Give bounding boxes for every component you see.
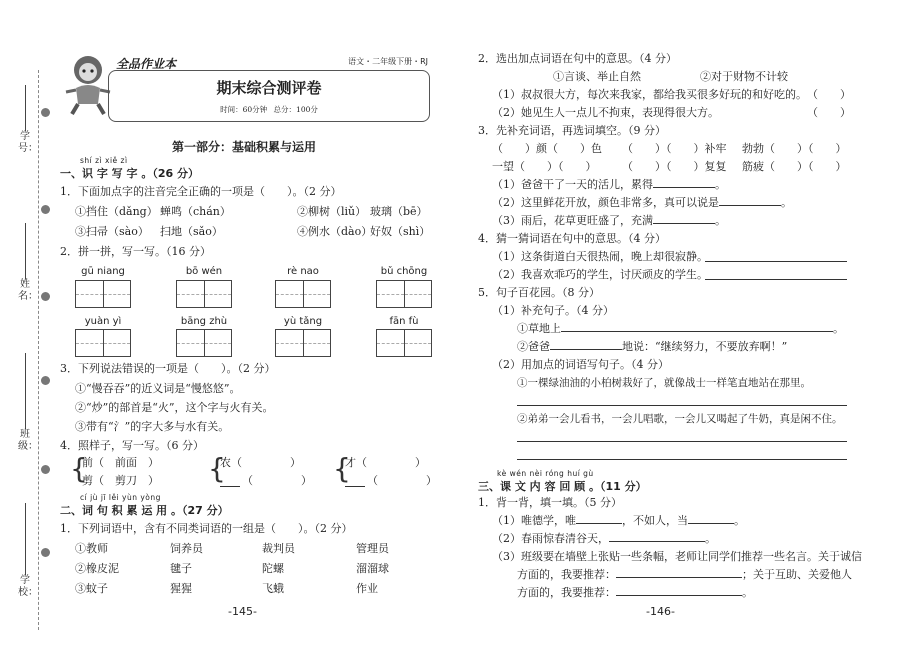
brand-name: 全品作业本 [116,57,177,71]
option: ③带有“氵”的字大多与水有关。 [75,420,230,433]
fill-sentence: （2）这里鲜花开放，颜色非常多，真可以说是 。 [492,196,792,209]
answer-line[interactable] [517,405,847,406]
question-stem: 4．猜一猜词语在句中的意思。（4 分） [478,232,666,245]
pinyin-label: yuàn yì [84,316,122,327]
sentence: （2）我喜欢乖巧的学生，讨厌顽皮的学生。 [492,268,708,281]
example-word: 前（ 前面 ） [82,456,159,469]
answer-line[interactable] [517,459,847,460]
sub-question: （1）补充句子。（4 分） [492,304,614,317]
fill-sentence: （1）爸爸干了一天的活儿，累得 。 [492,178,726,191]
pinyin-label: bāng zhù [180,316,228,327]
word-blank[interactable]: 筋疲（ ）（ ） [742,160,847,173]
example-sentence: ②弟弟一会儿看书，一会儿唱歌，一会儿又喝起了牛奶，真是闲不住。 [517,413,843,425]
option: ①挡住（dǎng） [75,205,158,218]
word-cell: 陀螺 [262,562,284,575]
writing-grid[interactable] [376,329,432,357]
question-stem: 5．句子百花园。（8 分） [478,286,600,299]
answer-blank[interactable] [609,532,705,542]
section-title: 二、词 句 积 累 运 用 。（27 分） [60,504,229,517]
writing-grid[interactable] [176,280,232,308]
word-cell: 饲养员 [170,542,203,555]
word-cell: ②橡皮泥 [75,562,119,575]
question-stem: 4．照样子，写一写。（6 分） [60,439,204,452]
question-stem: 2．选出加点词语在句中的意思。（4 分） [478,52,677,65]
fill-sentence: （1）唯德学，唯 ，不如人，当 。 [492,514,745,527]
subject-label: 语文・二年级下册・RJ [348,57,428,66]
answer-blank[interactable] [550,340,622,350]
pinyin-label: gū niang [81,266,125,277]
word-blank[interactable]: （ ）颜（ ）色 [492,142,602,155]
fill-sentence: 方面的，我要推荐： 。 [517,586,753,599]
question-stem: 1．下面加点字的注音完全正确的一项是（ ）。（2 分） [60,185,342,198]
pinyin-label: yù tǎng [283,316,323,327]
binding-hole [41,205,50,214]
answer-blank[interactable] [616,586,742,596]
brace-icon: { [208,452,226,485]
sentence: （2）她见生人一点儿不拘束，表现得很大方。 [492,106,719,119]
exam-title: 期末综合测评卷 [216,79,322,97]
answer-blank[interactable] [616,568,742,578]
answer-blank[interactable] [719,196,781,206]
word-blank[interactable]: 勃勃（ ）（ ） [742,142,847,155]
option: ②“炒”的部首是“火”，这个字与火有关。 [75,401,274,414]
word-cell: 裁判员 [262,542,295,555]
name-field[interactable]: 姓名： [18,220,32,303]
word-blank[interactable]: （ ）（ ）补牢 [622,142,727,155]
option: 玻璃（bē） [370,205,428,218]
word-cell: ③蚊子 [75,582,108,595]
sub-question: （2）用加点的词语写句子。（4 分） [492,358,669,371]
exam-meta [109,104,429,115]
word-cell: 飞蛾 [262,582,284,595]
example-sentence: ①一棵绿油油的小柏树栽好了，就像战士一样笔直地站在那里。 [517,377,811,389]
fill-sentence: 方面的，我要推荐： ；关于互助、关爱他人 [517,568,852,581]
pinyin-label: rè nao [287,266,319,277]
cut-line [38,70,39,630]
word-blank[interactable]: 一望（ ）（ ） [492,160,597,173]
page-number-right: -146- [646,605,675,618]
sentence: （1）这条街道白天很热闹，晚上却很寂静。 [492,250,708,263]
fill-sentence: （3）雨后，花草更旺盛了，充满 。 [492,214,726,227]
answer-line[interactable] [705,279,847,280]
char-item: 才（ ） [345,456,426,469]
answer-blank[interactable] [653,214,715,224]
example-word: 剪（ 剪刀 ） [82,474,159,487]
fill-sentence: （2）春雨惊春清谷天， 。 [492,532,716,545]
sentence: （3）班级要在墙壁上张贴一些条幅，老师让同学们推荐一些名言。关于诚信 [492,550,862,563]
sentence: （1）叔叔很大方，每次来我家，都给我买很多好玩的和好吃的。 [492,88,807,101]
binding-strip [0,0,50,650]
answer-line[interactable] [220,486,240,487]
answer-paren[interactable]: （ ） [807,88,851,101]
fill-sentence: ①草地上 。 [517,322,844,335]
writing-grid[interactable] [176,329,232,357]
answer-blank[interactable] [561,322,833,332]
fill-sentence: ②爸爸 地说：“继续努力，不要放弃啊！” [517,340,788,353]
word-cell: 毽子 [170,562,192,575]
pinyin-label: bō wén [185,266,223,277]
option: 好奴（shì） [370,225,431,238]
word-blank[interactable]: （ ）（ ）复复 [622,160,727,173]
binding-hole [41,376,50,385]
option: ④例水（dào） [297,225,373,238]
pinyin-label: bǔ chōng [380,266,428,277]
question-stem: 2．拼一拼，写一写。（16 分） [60,245,211,258]
binding-hole [41,465,50,474]
writing-grid[interactable] [376,280,432,308]
option: ①言谈、举止自然 [553,70,641,83]
question-stem: 1．下列词语中，含有不同类词语的一组是（ ）。（2 分） [60,522,353,535]
class-field[interactable]: 班级： [18,350,32,453]
word-cell: 管理员 [356,542,389,555]
school-field[interactable]: 学校： [18,500,32,599]
question-stem: 3．先补充词语，再选词填空。（9 分） [478,124,666,137]
title-box [108,70,430,122]
option: ②柳树（liǔ） [297,205,367,218]
binding-hole [41,108,50,117]
page-number-left: -145- [228,605,257,618]
writing-grid[interactable] [275,280,331,308]
pinyin-annotation: shí zì xiě zì [80,156,128,165]
brace-icon: { [70,452,88,485]
option: ③扫帚（sào） [75,225,149,238]
answer-blank[interactable] [688,514,734,524]
pinyin-annotation: cí jù jī lěi yùn yòng [80,493,161,502]
option: ①“慢吞吞”的近义词是“慢悠悠”。 [75,382,241,395]
writing-grid[interactable] [75,280,131,308]
answer-line[interactable] [517,441,847,442]
word-cell: ①教师 [75,542,108,555]
section-title: 一、识 字 写 字 。（26 分） [60,167,199,180]
answer-line[interactable] [705,261,847,262]
answer-blank[interactable] [653,178,715,188]
question-stem: 1．背一背，填一填。（5 分） [478,496,622,509]
char-item: （ ） [367,474,437,487]
word-cell: 猩猩 [170,582,192,595]
exam-header [58,52,432,124]
char-item: 农（ ） [220,456,301,469]
option: 扫地（sǎo） [160,225,223,238]
word-cell: 作业 [356,582,378,595]
student-number-field[interactable]: 学号： [18,82,32,155]
option: ②对于财物不计较 [700,70,788,83]
total-score: 总分：100分 [273,105,318,114]
binding-hole [41,292,50,301]
writing-grid[interactable] [75,329,131,357]
option: 蝉鸣（chán） [160,205,231,218]
brace-icon: { [333,452,351,485]
time-limit: 时间：60分钟 [220,105,268,114]
pinyin-annotation: kè wén nèi róng huí gù [497,469,594,478]
answer-blank[interactable] [576,514,622,524]
pinyin-label: fān fù [389,316,419,327]
binding-hole [41,548,50,557]
section-title: 三、课 文 内 容 回 顾 。（11 分） [478,480,647,493]
word-cell: 溜溜球 [356,562,389,575]
part-title: 第一部分：基础积累与运用 [172,140,317,154]
writing-grid[interactable] [275,329,331,357]
char-item: （ ） [242,474,312,487]
answer-paren[interactable]: （ ） [807,106,851,119]
question-stem: 3．下列说法错误的一项是（ ）。（2 分） [60,362,276,375]
answer-line[interactable] [345,486,365,487]
